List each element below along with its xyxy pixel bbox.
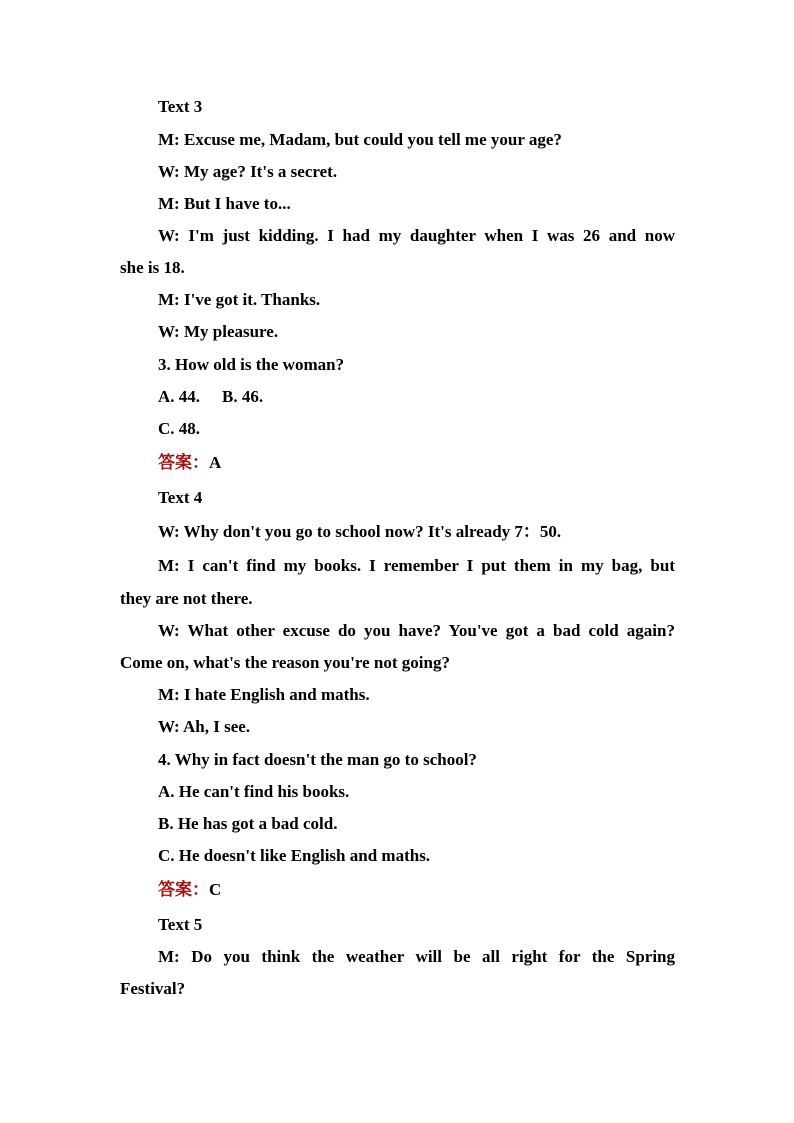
text4-line: W: Ah, I see. [158, 717, 251, 736]
text4-line: W: Why don't you go to school now? It's already 7：50. [158, 522, 562, 541]
question-3-options-ab [158, 387, 263, 407]
text3-heading: Text 3 [158, 97, 203, 116]
option-c: C. 48. [158, 419, 201, 438]
text4-line: W: What other excuse do you have? You've got a bad cold again? [158, 621, 675, 640]
text4-line: M: I can't find my books. I remember I put them in my bag, but [158, 556, 675, 575]
text3-line: M: Excuse me, Madam, but could you tell me your age? [158, 130, 562, 149]
text4-line-continued: they are not there. [120, 589, 253, 608]
option-b: B. 46. [222, 387, 264, 406]
text3-line: W: My age? It's a secret. [158, 162, 338, 181]
option-b: B. He has got a bad cold. [158, 814, 338, 833]
answer-label: 答案： [158, 880, 209, 899]
text5-heading: Text 5 [158, 915, 203, 934]
option-a: A. 44. [158, 387, 201, 406]
text3-line: W: I'm just kidding. I had my daughter when I was 26 and now [158, 226, 675, 245]
option-c: C. He doesn't like English and maths. [158, 846, 431, 865]
option-a: A. He can't find his books. [158, 782, 350, 801]
question-3: 3. How old is the woman? [158, 355, 345, 374]
text5-line-continued: Festival? [120, 979, 186, 998]
text3-line: M: I've got it. Thanks. [158, 290, 321, 309]
text4-line: M: I hate English and maths. [158, 685, 370, 704]
text5-line: M: Do you think the weather will be all right for the Spring [158, 947, 675, 966]
answer-3 [158, 453, 221, 473]
text3-line: W: My pleasure. [158, 322, 279, 341]
answer-label: 答案： [158, 453, 209, 472]
text3-line: M: But I have to... [158, 194, 291, 213]
answer-4 [158, 880, 221, 900]
text3-line-continued: she is 18. [120, 258, 185, 277]
answer-value: A [209, 453, 222, 472]
question-4: 4. Why in fact doesn't the man go to school? [158, 750, 477, 769]
text4-heading: Text 4 [158, 488, 203, 507]
text4-line-continued: Come on, what's the reason you're not going? [120, 653, 450, 672]
answer-value: C [209, 880, 222, 899]
